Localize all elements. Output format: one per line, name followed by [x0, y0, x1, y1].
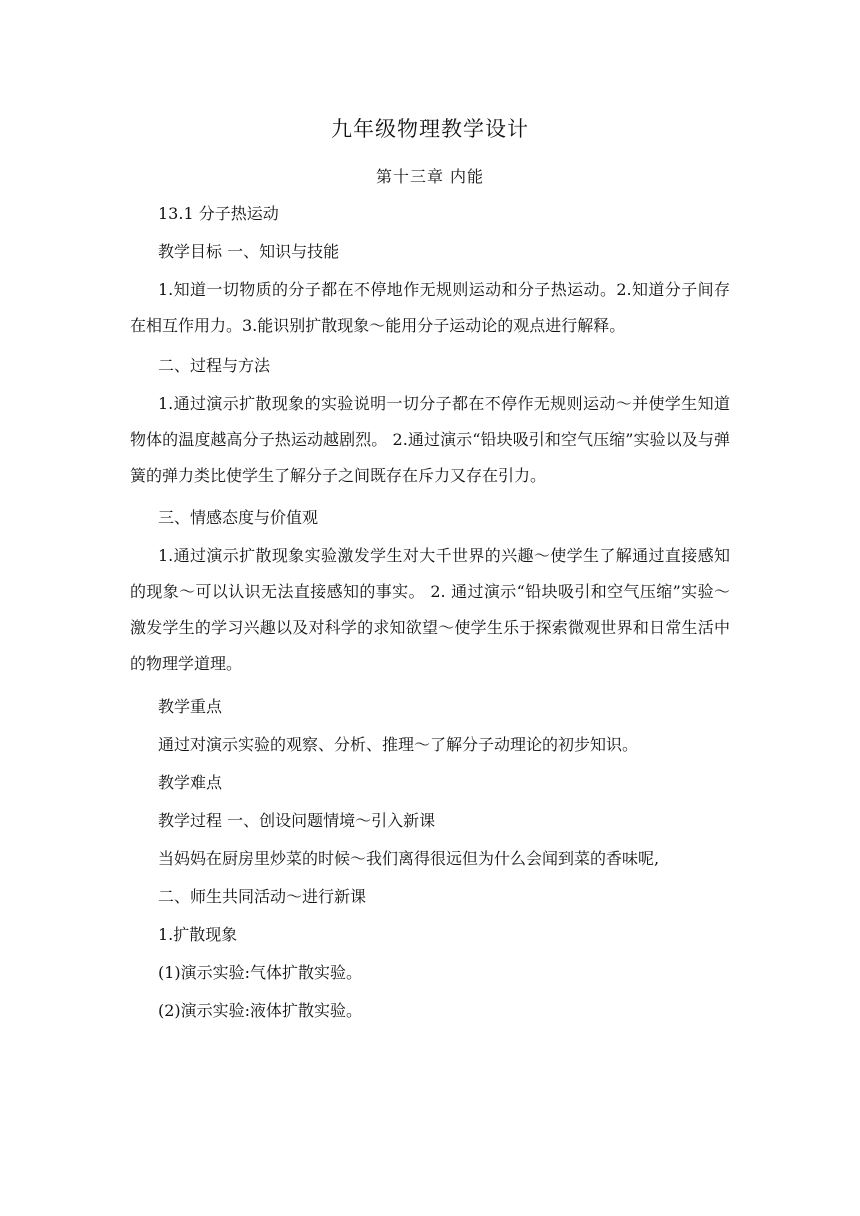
document-title: 九年级物理教学设计: [331, 117, 529, 141]
key-points-heading: 教学重点: [158, 697, 223, 716]
process-methods-heading: 二、过程与方法: [158, 356, 271, 375]
values-paragraph: 1.通过演示扩散现象实验激发学生对大千世界的兴趣～使学生了解通过直接感知的现象～可以认识无法直接感知的事实。 2. 通过演示“铅块吸引和空气压缩”实验～激发学生的学习兴趣以及对科学的求知欲望～使学生乐于探索微观世界和日常生活中的物理学道理。: [130, 546, 730, 673]
activity-heading: 二、师生共同活动～进行新课: [158, 887, 367, 906]
teaching-process-heading: 教学过程 一、创设问题情境～引入新课: [158, 811, 436, 830]
knowledge-skills-paragraph: 1.知道一切物质的分子都在不停地作无规则运动和分子热运动。2.知道分子间存在相互作用力。3.能识别扩散现象～能用分子运动论的观点进行解释。: [130, 280, 730, 335]
intro-question: 当妈妈在厨房里炒菜的时候～我们离得很远但为什么会闻到菜的香味呢,: [158, 849, 660, 868]
diffusion-heading: 1.扩散现象: [158, 925, 238, 944]
difficulties-heading: 教学难点: [158, 773, 223, 792]
section-heading: 13.1 分子热运动: [158, 204, 279, 223]
values-heading: 三、情感态度与价值观: [158, 508, 319, 527]
chapter-title: 第十三章 内能: [375, 167, 485, 186]
key-points-text: 通过对演示实验的观察、分析、推理～了解分子动理论的初步知识。: [158, 735, 639, 754]
demo-gas-item: (1)演示实验:气体扩散实验。: [158, 963, 363, 982]
demo-liquid-item: (2)演示实验:液体扩散实验。: [158, 1001, 363, 1020]
objectives-heading: 教学目标 一、知识与技能: [158, 242, 340, 261]
process-methods-paragraph: 1.通过演示扩散现象的实验说明一切分子都在不停作无规则运动～并使学生知道物体的温度越高分子热运动越剧烈。 2.通过演示“铅块吸引和空气压缩”实验以及与弹簧的弹力类比使学生了解分子之间既存在斥力又存在引力。: [130, 394, 730, 485]
